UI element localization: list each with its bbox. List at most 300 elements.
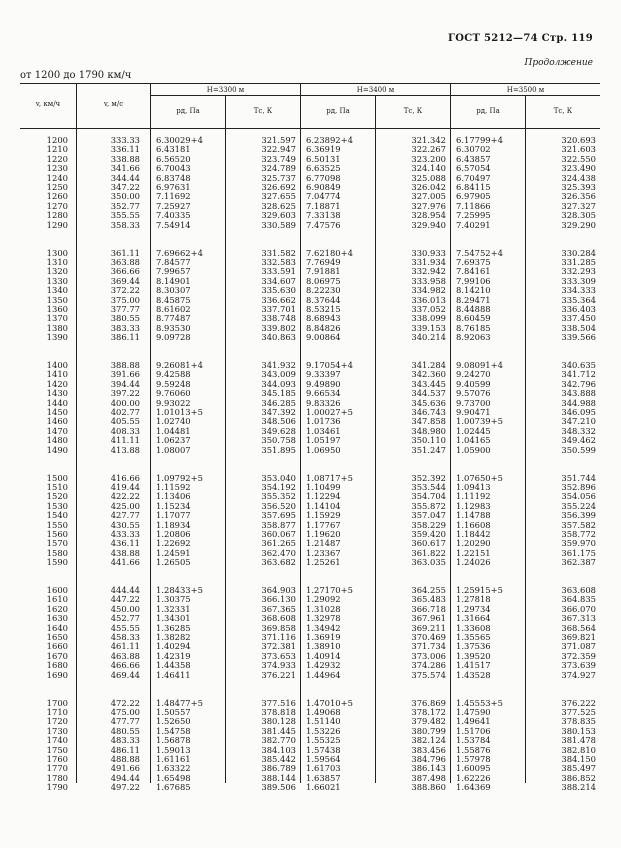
cell-v-ms: 458.33 xyxy=(110,632,140,642)
cell-v-kmh: 1640 xyxy=(46,622,68,633)
cell-pressure-3300: 8.45875 xyxy=(156,294,191,305)
cell-pressure-3400: 1.32978 xyxy=(306,613,341,624)
cell-pressure-3400: 1.29092 xyxy=(306,594,341,605)
cell-pressure-3300: 6.83748 xyxy=(156,172,191,183)
cell-temp-3300: 326.692 xyxy=(261,182,296,192)
cell-v-ms: 355.55 xyxy=(110,210,140,221)
cell-temp-3400: 371.734 xyxy=(411,641,446,652)
cell-v-ms: 419.44 xyxy=(110,481,140,492)
cell-pressure-3300: 1.52650 xyxy=(156,716,191,727)
cell-temp-3400: 367.961 xyxy=(411,613,446,624)
cell-pressure-3300: 8.30307 xyxy=(156,285,191,296)
col-divider xyxy=(300,83,301,783)
cell-pressure-3500: 9.08091+4 xyxy=(456,360,503,370)
cell-temp-3300: 386.789 xyxy=(261,763,296,774)
cell-temp-3500: 352.896 xyxy=(561,481,596,492)
cell-temp-3300: 367.365 xyxy=(261,603,296,614)
cell-v-ms: 402.77 xyxy=(110,407,140,417)
cell-pressure-3500: 1.49641 xyxy=(456,716,491,727)
cell-pressure-3300: 1.15234 xyxy=(156,500,191,511)
header-h-3400: H=3400 м xyxy=(356,86,395,94)
cell-pressure-3500: 1.57978 xyxy=(456,753,491,764)
cell-v-ms: 466.66 xyxy=(110,660,140,671)
cell-pressure-3300: 1.32331 xyxy=(156,603,191,614)
cell-v-kmh: 1200 xyxy=(46,135,68,145)
cell-pressure-3500: 9.40599 xyxy=(456,378,491,389)
cell-pressure-3300: 1.28433+5 xyxy=(156,585,203,595)
cell-pressure-3300: 7.99657 xyxy=(156,266,191,277)
cell-pressure-3400: 7.18871 xyxy=(306,200,341,211)
header-pressure-2: pд, Па xyxy=(326,107,350,115)
cell-temp-3500: 385.497 xyxy=(561,763,596,774)
cell-v-kmh: 1530 xyxy=(46,500,68,511)
cell-temp-3500: 326.356 xyxy=(561,191,596,202)
cell-pressure-3400: 1.40914 xyxy=(306,650,341,661)
cell-temp-3500: 384.150 xyxy=(561,753,596,764)
cell-temp-3300: 348.506 xyxy=(261,416,296,427)
cell-pressure-3300: 9.26081+4 xyxy=(156,360,203,370)
cell-pressure-3300: 7.69662+4 xyxy=(156,247,203,258)
cell-temp-3400: 369.211 xyxy=(411,622,446,633)
cell-pressure-3400: 1.38910 xyxy=(306,641,341,652)
cell-pressure-3300: 1.48477+5 xyxy=(156,697,203,708)
cell-temp-3400: 386.143 xyxy=(411,763,446,774)
cell-v-kmh: 1370 xyxy=(46,313,68,324)
cell-temp-3500: 349.462 xyxy=(561,435,596,446)
cell-v-kmh: 1500 xyxy=(46,472,68,483)
cell-v-kmh: 1450 xyxy=(46,407,68,417)
cell-pressure-3400: 6.23892+4 xyxy=(306,135,353,145)
cell-pressure-3400: 6.36919 xyxy=(306,144,341,155)
cell-pressure-3400: 1.10499 xyxy=(306,481,341,492)
cell-pressure-3300: 7.25927 xyxy=(156,200,191,211)
cell-pressure-3300: 7.84577 xyxy=(156,256,191,267)
cell-pressure-3300: 6.97631 xyxy=(156,182,191,192)
cell-temp-3400: 327.976 xyxy=(411,200,446,211)
cell-pressure-3500: 1.07650+5 xyxy=(456,472,503,483)
cell-pressure-3300: 1.11592 xyxy=(156,481,191,492)
cell-temp-3400: 376.869 xyxy=(411,697,446,708)
cell-pressure-3300: 8.77487 xyxy=(156,313,191,324)
cell-v-ms: 363.88 xyxy=(110,256,140,267)
cell-temp-3500: 327.327 xyxy=(561,200,596,211)
header-h-3300: H=3300 м xyxy=(206,86,245,94)
cell-temp-3400: 345.636 xyxy=(411,397,446,408)
header-pressure-1: pд, Па xyxy=(176,107,200,115)
cell-temp-3400: 364.255 xyxy=(411,585,446,595)
cell-temp-3400: 326.042 xyxy=(411,182,446,192)
cell-v-ms: 375.00 xyxy=(110,294,140,305)
cell-v-ms: 350.00 xyxy=(110,191,140,202)
cell-pressure-3400: 1.00027+5 xyxy=(306,407,353,417)
cell-v-ms: 380.55 xyxy=(110,313,140,324)
cell-temp-3300: 322.947 xyxy=(261,144,296,155)
cell-temp-3300: 346.285 xyxy=(261,397,296,408)
cell-v-ms: 450.00 xyxy=(110,603,140,614)
cell-temp-3300: 376.221 xyxy=(261,669,296,680)
cell-pressure-3300: 1.44358 xyxy=(156,660,191,671)
cell-temp-3400: 380.799 xyxy=(411,725,446,736)
cell-pressure-3300: 1.63322 xyxy=(156,763,191,774)
cell-pressure-3300: 1.24591 xyxy=(156,547,191,558)
cell-temp-3500: 354.056 xyxy=(561,491,596,502)
cell-pressure-3300: 1.42319 xyxy=(156,650,191,661)
cell-temp-3500: 328.305 xyxy=(561,210,596,221)
cell-pressure-3500: 1.47590 xyxy=(456,706,491,717)
cell-temp-3400: 363.035 xyxy=(411,557,446,568)
cell-pressure-3400: 1.44964 xyxy=(306,669,341,680)
cell-temp-3300: 368.608 xyxy=(261,613,296,624)
cell-temp-3300: 336.662 xyxy=(261,294,296,305)
cell-temp-3400: 329.940 xyxy=(411,219,446,230)
cell-pressure-3400: 1.05197 xyxy=(306,435,341,446)
cell-v-kmh: 1250 xyxy=(46,182,68,192)
cell-v-kmh: 1780 xyxy=(46,772,68,783)
cell-temp-3400: 375.574 xyxy=(411,669,446,680)
cell-pressure-3300: 9.42588 xyxy=(156,369,191,380)
cell-pressure-3300: 1.01013+5 xyxy=(156,407,203,417)
cell-pressure-3400: 7.47576 xyxy=(306,219,341,230)
cell-v-kmh: 1460 xyxy=(46,416,68,427)
cell-temp-3400: 366.718 xyxy=(411,603,446,614)
cell-v-ms: 486.11 xyxy=(110,744,140,755)
cell-v-kmh: 1440 xyxy=(46,397,68,408)
cell-temp-3400: 341.284 xyxy=(411,360,446,370)
cell-v-ms: 397.22 xyxy=(110,388,140,399)
cell-temp-3400: 384.796 xyxy=(411,753,446,764)
cell-pressure-3300: 9.76060 xyxy=(156,388,191,399)
cell-v-ms: 483.33 xyxy=(110,735,140,746)
cell-temp-3300: 382.770 xyxy=(261,735,296,746)
cell-pressure-3400: 6.90849 xyxy=(306,182,341,192)
cell-v-ms: 433.33 xyxy=(110,528,140,539)
cell-pressure-3400: 7.04774 xyxy=(306,191,341,202)
cell-temp-3500: 330.284 xyxy=(561,247,596,258)
cell-temp-3400: 378.172 xyxy=(411,706,446,717)
cell-temp-3400: 339.153 xyxy=(411,322,446,333)
cell-temp-3500: 321.603 xyxy=(561,144,596,155)
cell-pressure-3500: 7.40291 xyxy=(456,219,491,230)
header-temp-3: Tс, К xyxy=(553,107,573,115)
cell-temp-3400: 325.088 xyxy=(411,172,446,183)
cell-temp-3300: 356.520 xyxy=(261,500,296,511)
cell-temp-3500: 364.835 xyxy=(561,594,596,605)
cell-temp-3300: 366.130 xyxy=(261,594,296,605)
cell-v-ms: 416.66 xyxy=(110,472,140,483)
cell-v-kmh: 1240 xyxy=(46,172,68,183)
cell-temp-3500: 336.403 xyxy=(561,303,596,314)
cell-pressure-3300: 8.14901 xyxy=(156,275,191,286)
cell-v-kmh: 1510 xyxy=(46,481,68,492)
cell-pressure-3300: 1.08007 xyxy=(156,444,191,455)
cell-pressure-3400: 1.15929 xyxy=(306,510,341,521)
cell-pressure-3300: 8.61602 xyxy=(156,303,191,314)
cell-pressure-3400: 7.33138 xyxy=(306,210,341,221)
cell-v-kmh: 1210 xyxy=(46,144,68,155)
cell-v-kmh: 1570 xyxy=(46,538,68,549)
cell-pressure-3500: 8.29471 xyxy=(456,294,491,305)
cell-v-ms: 497.22 xyxy=(110,782,140,793)
cell-v-ms: 455.55 xyxy=(110,622,140,633)
cell-v-ms: 444.44 xyxy=(110,585,140,595)
cell-pressure-3500: 6.43857 xyxy=(456,153,491,164)
cell-pressure-3500: 1.51706 xyxy=(456,725,491,736)
cell-pressure-3400: 1.08717+5 xyxy=(306,472,353,483)
col-divider xyxy=(76,83,77,783)
cell-temp-3300: 327.655 xyxy=(261,191,296,202)
cell-pressure-3400: 1.63857 xyxy=(306,772,341,783)
cell-temp-3400: 379.482 xyxy=(411,716,446,727)
cell-pressure-3500: 9.24270 xyxy=(456,369,491,380)
cell-pressure-3300: 1.04481 xyxy=(156,425,191,436)
cell-v-ms: 361.11 xyxy=(110,247,140,258)
cell-temp-3300: 329.603 xyxy=(261,210,296,221)
cell-pressure-3400: 1.47010+5 xyxy=(306,697,353,708)
cell-temp-3400: 322.267 xyxy=(411,144,446,155)
cell-temp-3400: 327.005 xyxy=(411,191,446,202)
cell-v-ms: 422.22 xyxy=(110,491,140,502)
cell-pressure-3300: 9.09728 xyxy=(156,332,191,343)
cell-pressure-3500: 1.37536 xyxy=(456,641,491,652)
cell-pressure-3400: 7.62180+4 xyxy=(306,247,353,258)
cell-pressure-3400: 1.31028 xyxy=(306,603,341,614)
cell-temp-3500: 343.888 xyxy=(561,388,596,399)
cell-temp-3500: 376.222 xyxy=(561,697,596,708)
cell-temp-3300: 353.040 xyxy=(261,472,296,483)
cell-temp-3500: 341.712 xyxy=(561,369,596,380)
cell-v-kmh: 1410 xyxy=(46,369,68,380)
cell-v-ms: 425.00 xyxy=(110,500,140,511)
cell-pressure-3300: 1.50557 xyxy=(156,706,191,717)
header-h-3500: H=3500 м xyxy=(506,86,545,94)
cell-pressure-3400: 6.63525 xyxy=(306,163,341,174)
cell-temp-3400: 358.229 xyxy=(411,519,446,530)
cell-pressure-3500: 1.62226 xyxy=(456,772,491,783)
cell-v-kmh: 1400 xyxy=(46,360,68,370)
cell-v-ms: 338.88 xyxy=(110,153,140,164)
cell-temp-3500: 340.635 xyxy=(561,360,596,370)
cell-pressure-3500: 1.55876 xyxy=(456,744,491,755)
cell-v-kmh: 1660 xyxy=(46,641,68,652)
cell-temp-3500: 339.566 xyxy=(561,332,596,343)
cell-pressure-3300: 1.61161 xyxy=(156,753,191,764)
continuation-label: Продолжение xyxy=(524,58,593,68)
cell-temp-3300: 354.192 xyxy=(261,481,296,492)
cell-temp-3300: 330.589 xyxy=(261,219,296,230)
cell-v-kmh: 1520 xyxy=(46,491,68,502)
cell-temp-3500: 372.359 xyxy=(561,650,596,661)
cell-pressure-3500: 1.41517 xyxy=(456,660,491,671)
cell-pressure-3400: 1.59564 xyxy=(306,753,341,764)
cell-temp-3400: 382.124 xyxy=(411,735,446,746)
cell-temp-3500: 363.608 xyxy=(561,585,596,595)
cell-v-kmh: 1620 xyxy=(46,603,68,614)
cell-temp-3400: 344.537 xyxy=(411,388,446,399)
cell-pressure-3300: 7.40335 xyxy=(156,210,191,221)
cell-temp-3500: 366.070 xyxy=(561,603,596,614)
cell-temp-3300: 360.067 xyxy=(261,528,296,539)
cell-temp-3500: 357.582 xyxy=(561,519,596,530)
cell-v-kmh: 1710 xyxy=(46,706,68,717)
cell-v-ms: 377.77 xyxy=(110,303,140,314)
cell-temp-3400: 353.544 xyxy=(411,481,446,492)
table-top-rule xyxy=(20,83,600,84)
cell-temp-3500: 368.564 xyxy=(561,622,596,633)
cell-pressure-3400: 8.53215 xyxy=(306,303,341,314)
cell-pressure-3500: 6.17799+4 xyxy=(456,135,503,145)
cell-temp-3500: 362.387 xyxy=(561,557,596,568)
cell-v-kmh: 1300 xyxy=(46,247,68,258)
cell-v-kmh: 1610 xyxy=(46,594,68,605)
cell-pressure-3500: 7.11866 xyxy=(456,200,491,211)
cell-temp-3500: 380.153 xyxy=(561,725,596,736)
cell-pressure-3300: 1.13406 xyxy=(156,491,191,502)
cell-v-kmh: 1290 xyxy=(46,219,68,230)
cell-temp-3500: 323.490 xyxy=(561,163,596,174)
cell-temp-3400: 373.006 xyxy=(411,650,446,661)
cell-v-ms: 472.22 xyxy=(110,697,140,708)
cell-pressure-3400: 1.61703 xyxy=(306,763,341,774)
cell-pressure-3500: 7.69375 xyxy=(456,256,491,267)
cell-temp-3300: 373.653 xyxy=(261,650,296,661)
cell-pressure-3500: 1.12983 xyxy=(456,500,491,511)
cell-pressure-3500: 1.64369 xyxy=(456,782,491,793)
cell-temp-3500: 358.772 xyxy=(561,528,596,539)
cell-temp-3500: 388.214 xyxy=(561,782,596,793)
cell-v-kmh: 1360 xyxy=(46,303,68,314)
cell-pressure-3300: 7.54914 xyxy=(156,219,191,230)
cell-pressure-3400: 1.19620 xyxy=(306,528,341,539)
cell-temp-3500: 338.504 xyxy=(561,322,596,333)
cell-temp-3400: 343.445 xyxy=(411,378,446,389)
cell-v-ms: 405.55 xyxy=(110,416,140,427)
cell-temp-3300: 347.392 xyxy=(261,407,296,417)
cell-temp-3500: 334.333 xyxy=(561,285,596,296)
cell-temp-3500: 331.285 xyxy=(561,256,596,267)
cell-pressure-3300: 1.02740 xyxy=(156,416,191,427)
cell-v-ms: 369.44 xyxy=(110,275,140,286)
cell-temp-3400: 383.456 xyxy=(411,744,446,755)
cell-temp-3300: 338.748 xyxy=(261,313,296,324)
cell-pressure-3300: 1.46411 xyxy=(156,669,191,680)
cell-temp-3300: 385.442 xyxy=(261,753,296,764)
cell-temp-3300: 378.818 xyxy=(261,706,296,717)
cell-temp-3300: 339.802 xyxy=(261,322,296,333)
cell-temp-3500: 320.693 xyxy=(561,135,596,145)
cell-temp-3400: 350.110 xyxy=(411,435,446,446)
cell-v-kmh: 1720 xyxy=(46,716,68,727)
cell-v-ms: 447.22 xyxy=(110,594,140,605)
cell-temp-3400: 388.860 xyxy=(411,782,446,793)
cell-pressure-3300: 1.17077 xyxy=(156,510,191,521)
cell-temp-3300: 358.877 xyxy=(261,519,296,530)
cell-v-kmh: 1310 xyxy=(46,256,68,267)
cell-pressure-3500: 8.92063 xyxy=(456,332,491,343)
cell-pressure-3500: 1.22151 xyxy=(456,547,491,558)
cell-pressure-3400: 8.22230 xyxy=(306,285,341,296)
cell-temp-3400: 347.858 xyxy=(411,416,446,427)
cell-pressure-3400: 1.01736 xyxy=(306,416,341,427)
cell-temp-3500: 361.175 xyxy=(561,547,596,558)
col-divider xyxy=(450,83,451,783)
cell-v-ms: 438.88 xyxy=(110,547,140,558)
cell-temp-3500: 348.332 xyxy=(561,425,596,436)
cell-pressure-3400: 9.49890 xyxy=(306,378,341,389)
cell-pressure-3300: 1.67685 xyxy=(156,782,191,793)
cell-v-kmh: 1420 xyxy=(46,378,68,389)
cell-v-ms: 436.11 xyxy=(110,538,140,549)
cell-temp-3500: 344.988 xyxy=(561,397,596,408)
cell-temp-3300: 349.628 xyxy=(261,425,296,436)
cell-temp-3400: 336.013 xyxy=(411,294,446,305)
cell-pressure-3500: 6.97905 xyxy=(456,191,491,202)
cell-pressure-3500: 1.45553+5 xyxy=(456,697,503,708)
header-bottom-rule xyxy=(20,128,600,129)
cell-temp-3300: 341.932 xyxy=(261,360,296,370)
cell-v-ms: 491.66 xyxy=(110,763,140,774)
cell-temp-3300: 332.583 xyxy=(261,256,296,267)
cell-v-kmh: 1270 xyxy=(46,200,68,211)
cell-pressure-3500: 9.73700 xyxy=(456,397,491,408)
cell-pressure-3500: 1.43528 xyxy=(456,669,491,680)
cell-v-ms: 477.77 xyxy=(110,716,140,727)
cell-v-kmh: 1790 xyxy=(46,782,68,793)
cell-temp-3500: 337.450 xyxy=(561,313,596,324)
cell-pressure-3400: 1.36919 xyxy=(306,632,341,642)
cell-temp-3400: 338.099 xyxy=(411,313,446,324)
cell-pressure-3300: 1.26505 xyxy=(156,557,191,568)
cell-v-ms: 383.33 xyxy=(110,322,140,333)
cell-pressure-3500: 8.76185 xyxy=(456,322,491,333)
cell-temp-3400: 342.360 xyxy=(411,369,446,380)
cell-pressure-3500: 7.54752+4 xyxy=(456,247,503,258)
cell-v-kmh: 1630 xyxy=(46,613,68,624)
cell-temp-3400: 340.214 xyxy=(411,332,446,343)
cell-temp-3500: 382.810 xyxy=(561,744,596,755)
cell-pressure-3500: 1.18442 xyxy=(456,528,491,539)
cell-v-kmh: 1600 xyxy=(46,585,68,595)
cell-temp-3400: 346.743 xyxy=(411,407,446,417)
cell-pressure-3500: 6.57054 xyxy=(456,163,491,174)
cell-temp-3300: 323.749 xyxy=(261,153,296,164)
cell-temp-3400: 355.872 xyxy=(411,500,446,511)
cell-pressure-3500: 1.09413 xyxy=(456,481,491,492)
cell-pressure-3400: 8.37644 xyxy=(306,294,341,305)
cell-pressure-3500: 1.33608 xyxy=(456,622,491,633)
cell-temp-3500: 381.478 xyxy=(561,735,596,746)
cell-temp-3400: 328.954 xyxy=(411,210,446,221)
cell-temp-3300: 328.625 xyxy=(261,200,296,211)
cell-v-ms: 427.77 xyxy=(110,510,140,521)
cell-pressure-3300: 6.56520 xyxy=(156,153,191,164)
cell-v-kmh: 1560 xyxy=(46,528,68,539)
cell-pressure-3500: 1.60095 xyxy=(456,763,491,774)
cell-temp-3300: 350.758 xyxy=(261,435,296,446)
cell-v-ms: 344.44 xyxy=(110,172,140,183)
cell-v-ms: 408.33 xyxy=(110,425,140,436)
cell-pressure-3400: 1.21487 xyxy=(306,538,341,549)
cell-pressure-3500: 1.27818 xyxy=(456,594,491,605)
cell-v-ms: 475.00 xyxy=(110,706,140,717)
cell-pressure-3400: 1.55325 xyxy=(306,735,341,746)
cell-temp-3500: 373.639 xyxy=(561,660,596,671)
cell-pressure-3300: 6.70043 xyxy=(156,163,191,174)
cell-pressure-3300: 1.30375 xyxy=(156,594,191,605)
cell-temp-3500: 324.438 xyxy=(561,172,596,183)
header-temp-2: Tс, К xyxy=(403,107,423,115)
cell-temp-3300: 372.381 xyxy=(261,641,296,652)
cell-temp-3300: 363.682 xyxy=(261,557,296,568)
